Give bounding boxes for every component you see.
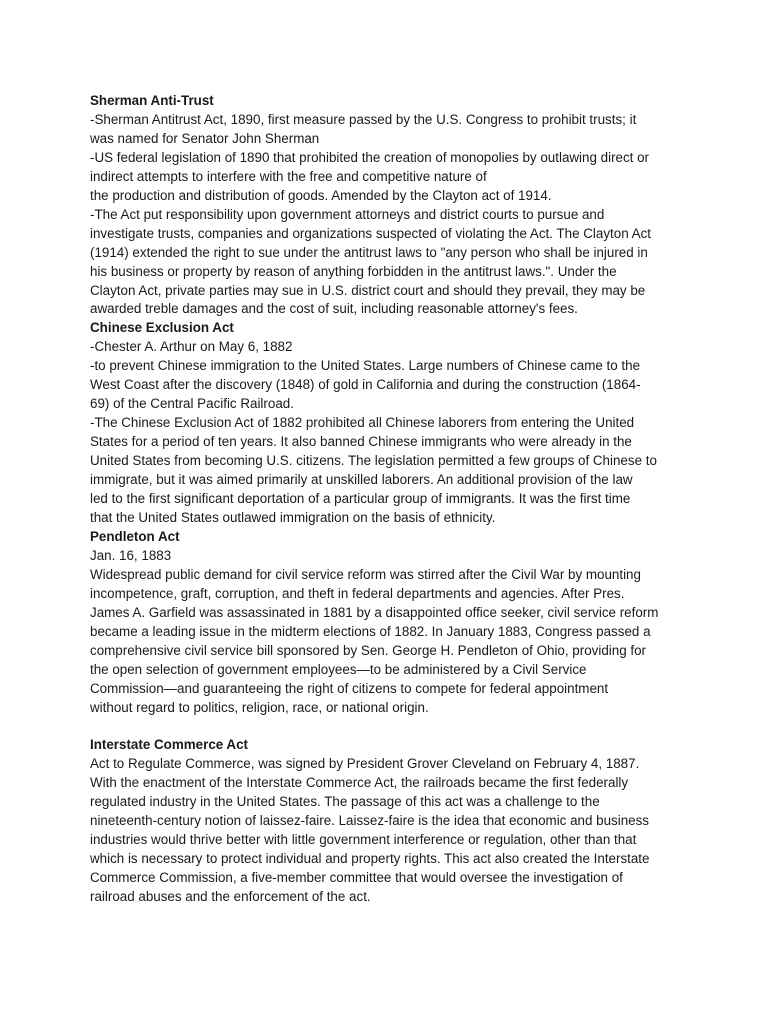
text-line: indirect attempts to interfere with the free and competitive nature of	[90, 168, 487, 184]
text-line: Clayton Act, private parties may sue in U.S. district court and should they prevail, they may be	[90, 282, 646, 298]
text-line: -The Act put responsibility upon government attorneys and district courts to pursue and	[90, 206, 605, 222]
text-line: investigate trusts, companies and organizations suspected of violating the Act. The Clayton Act	[90, 225, 651, 241]
text-line: Commission—and guaranteeing the right of citizens to compete for federal appointment	[90, 680, 609, 696]
text-line: Commerce Commission, a five-member committee that would oversee the investigation of	[90, 870, 623, 886]
section-heading: Sherman Anti-Trust	[90, 93, 214, 108]
text-line: railroad abuses and the enforcement of the act.	[90, 889, 371, 905]
text-line: States for a period of ten years. It also banned Chinese immigrants who were already in the	[90, 434, 632, 450]
section-heading: Pendleton Act	[90, 528, 180, 544]
text-line: that the United States outlawed immigration on the basis of ethnicity.	[90, 509, 496, 525]
text-line: -The Chinese Exclusion Act of 1882 prohibited all Chinese laborers from entering the United	[90, 415, 635, 431]
text-line: immigrate, but it was aimed primarily at unskilled laborers. An additional provision of the law	[90, 472, 633, 488]
text-line: the open selection of government employees—to be administered by a Civil Service	[90, 661, 587, 677]
section-heading: Chinese Exclusion Act	[90, 320, 234, 336]
text-line: led to the first significant deportation of a particular group of immigrants. It was the first time	[90, 491, 631, 507]
text-line: regulated industry in the United States. The passage of this act was a challenge to the	[90, 794, 600, 810]
text-line: which is necessary to protect individual and property rights. This act also created the Interstate	[90, 851, 650, 867]
text-line: -Sherman Antitrust Act, 1890, first measure passed by the U.S. Congress to prohibit trusts; it	[90, 111, 637, 127]
section-heading: Interstate Commerce Act	[90, 737, 249, 753]
text-line: United States from becoming U.S. citizens. The legislation permitted a few groups of Chinese to	[90, 453, 657, 469]
text-line: Jan. 16, 1883	[90, 547, 172, 563]
text-line: -to prevent Chinese immigration to the United States. Large numbers of Chinese came to the	[90, 358, 641, 374]
text-line: 69) of the Central Pacific Railroad.	[90, 396, 294, 412]
text-line: without regard to politics, religion, race, or national origin.	[90, 699, 429, 715]
text-line: West Coast after the discovery (1848) of gold in California and during the construction (1864-	[90, 377, 641, 393]
text-line: comprehensive civil service bill sponsored by Sen. George H. Pendleton of Ohio, providing for	[90, 642, 646, 658]
blank-line	[90, 717, 690, 736]
text-line: was named for Senator John Sherman	[90, 130, 320, 146]
text-line: Act to Regulate Commerce, was signed by President Grover Cleveland on February 4, 1887.	[90, 756, 640, 772]
document-body	[90, 92, 690, 907]
text-line: the production and distribution of goods. Amended by the Clayton act of 1914.	[90, 187, 552, 203]
text-line: Widespread public demand for civil service reform was stirred after the Civil War by mounting	[90, 566, 641, 582]
text-line: James A. Garfield was assassinated in 1881 by a disappointed office seeker, civil service reform	[90, 604, 659, 620]
text-line: awarded treble damages and the cost of suit, including reasonable attorney's fees.	[90, 301, 578, 317]
text-line: incompetence, graft, corruption, and theft in federal departments and agencies. After Pres.	[90, 585, 625, 601]
text-line: became a leading issue in the midterm elections of 1882. In January 1883, Congress passed a	[90, 623, 651, 639]
text-line: -Chester A. Arthur on May 6, 1882	[90, 339, 293, 355]
text-line: (1914) extended the right to sue under the antitrust laws to "any person who shall be injured in	[90, 244, 648, 260]
text-line: nineteenth-century notion of laissez-faire. Laissez-faire is the idea that economic and business	[90, 813, 650, 829]
text-line: his business or property by reason of anything forbidden in the antitrust laws.". Under the	[90, 263, 617, 279]
text-line: -US federal legislation of 1890 that prohibited the creation of monopolies by outlawing direct or	[90, 149, 650, 165]
text-line: With the enactment of the Interstate Commerce Act, the railroads became the first federally	[90, 775, 629, 791]
text-line: industries would thrive better with little government interference or regulation, other than that	[90, 832, 637, 848]
